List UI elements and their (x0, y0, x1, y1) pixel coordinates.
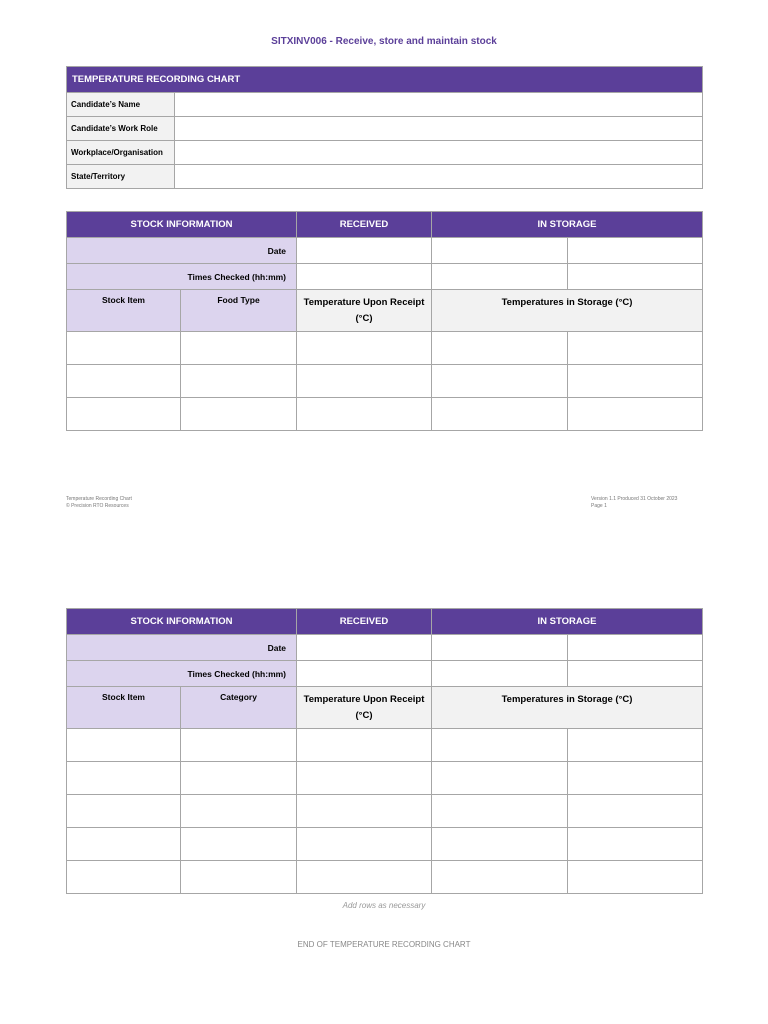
candidate-details-table (66, 66, 703, 189)
table-cell[interactable] (297, 795, 432, 828)
time-received-field[interactable] (297, 661, 432, 687)
table-cell[interactable] (568, 762, 703, 795)
table-cell[interactable] (67, 365, 181, 398)
temperature-receipt-column-header: Temperature Upon Receipt (°C) (297, 687, 432, 729)
table-cell[interactable] (67, 861, 181, 894)
table-cell[interactable] (67, 762, 181, 795)
temperature-storage-column-header: Temperatures in Storage (°C) (432, 687, 703, 729)
table-cell[interactable] (297, 729, 432, 762)
table-cell[interactable] (432, 365, 568, 398)
received-header: RECEIVED (297, 212, 432, 238)
document-title: SITXINV006 - Receive, store and maintain stock (271, 36, 497, 47)
table-cell[interactable] (67, 828, 181, 861)
stock-item-column-header: Stock Item (67, 290, 181, 332)
table-cell[interactable] (297, 332, 432, 365)
table-cell[interactable] (432, 861, 568, 894)
time-storage-field[interactable] (568, 661, 703, 687)
stock-information-header: STOCK INFORMATION (67, 212, 297, 238)
date-storage-field[interactable] (568, 238, 703, 264)
date-label: Date (67, 635, 297, 661)
table-cell[interactable] (181, 828, 297, 861)
stock-item-column-header: Stock Item (67, 687, 181, 729)
candidate-work-role-field[interactable] (175, 117, 703, 141)
date-storage-field[interactable] (432, 635, 568, 661)
footer-right (591, 496, 677, 510)
table-row (67, 398, 703, 431)
date-storage-field[interactable] (432, 238, 568, 264)
time-storage-field[interactable] (432, 661, 568, 687)
temperature-chart-header: TEMPERATURE RECORDING CHART (67, 67, 703, 93)
table-cell[interactable] (181, 795, 297, 828)
table-cell[interactable] (568, 828, 703, 861)
time-storage-field[interactable] (568, 264, 703, 290)
table-cell[interactable] (181, 729, 297, 762)
table-cell[interactable] (67, 795, 181, 828)
date-received-field[interactable] (297, 635, 432, 661)
end-of-chart-text: END OF TEMPERATURE RECORDING CHART (297, 940, 471, 949)
footer-page-number: Page 1 (591, 503, 607, 509)
workplace-organisation-field[interactable] (175, 141, 703, 165)
stock-information-header: STOCK INFORMATION (67, 609, 297, 635)
table-cell[interactable] (432, 729, 568, 762)
state-territory-field[interactable] (175, 165, 703, 189)
date-label: Date (67, 238, 297, 264)
table-cell[interactable] (568, 332, 703, 365)
footer-version: Version 1.1 Produced 31 October 2023 (591, 496, 678, 502)
food-type-column-header: Food Type (181, 290, 297, 332)
table-cell[interactable] (181, 365, 297, 398)
add-rows-note: Add rows as necessary (342, 901, 426, 910)
times-checked-label: Times Checked (hh:mm) (67, 264, 297, 290)
category-column-header: Category (181, 687, 297, 729)
table-cell[interactable] (297, 365, 432, 398)
temperature-receipt-column-header: Temperature Upon Receipt (°C) (297, 290, 432, 332)
table-cell[interactable] (432, 828, 568, 861)
table-cell[interactable] (181, 398, 297, 431)
state-territory-label: State/Territory (67, 165, 175, 189)
table-cell[interactable] (432, 795, 568, 828)
stock-table-2 (66, 608, 703, 894)
candidate-work-role-label: Candidate’s Work Role (67, 117, 175, 141)
table-cell[interactable] (568, 861, 703, 894)
table-cell[interactable] (297, 398, 432, 431)
table-cell[interactable] (432, 332, 568, 365)
table-row (67, 795, 703, 828)
table-row (67, 365, 703, 398)
date-storage-field[interactable] (568, 635, 703, 661)
table-cell[interactable] (181, 762, 297, 795)
table-cell[interactable] (67, 398, 181, 431)
table-row (67, 729, 703, 762)
table-cell[interactable] (297, 861, 432, 894)
in-storage-header: IN STORAGE (432, 609, 703, 635)
date-received-field[interactable] (297, 238, 432, 264)
table-cell[interactable] (67, 332, 181, 365)
table-row (67, 828, 703, 861)
footer-doc-name: Temperature Recording Chart (66, 496, 132, 502)
table-cell[interactable] (568, 795, 703, 828)
table-cell[interactable] (67, 729, 181, 762)
time-storage-field[interactable] (432, 264, 568, 290)
received-header: RECEIVED (297, 609, 432, 635)
table-cell[interactable] (568, 398, 703, 431)
stock-table-1 (66, 211, 703, 431)
candidate-name-field[interactable] (175, 93, 703, 117)
table-row (67, 332, 703, 365)
table-row (67, 762, 703, 795)
table-cell[interactable] (297, 762, 432, 795)
temperature-storage-column-header: Temperatures in Storage (°C) (432, 290, 703, 332)
times-checked-label: Times Checked (hh:mm) (67, 661, 297, 687)
table-cell[interactable] (297, 828, 432, 861)
table-cell[interactable] (432, 398, 568, 431)
time-received-field[interactable] (297, 264, 432, 290)
table-cell[interactable] (568, 729, 703, 762)
table-cell[interactable] (432, 762, 568, 795)
workplace-organisation-label: Workplace/Organisation (67, 141, 175, 165)
footer-copyright: © Precision RTO Resources (66, 503, 129, 509)
table-row (67, 861, 703, 894)
table-cell[interactable] (181, 332, 297, 365)
in-storage-header: IN STORAGE (432, 212, 703, 238)
footer-left (66, 496, 132, 510)
table-cell[interactable] (181, 861, 297, 894)
table-cell[interactable] (568, 365, 703, 398)
candidate-name-label: Candidate’s Name (67, 93, 175, 117)
